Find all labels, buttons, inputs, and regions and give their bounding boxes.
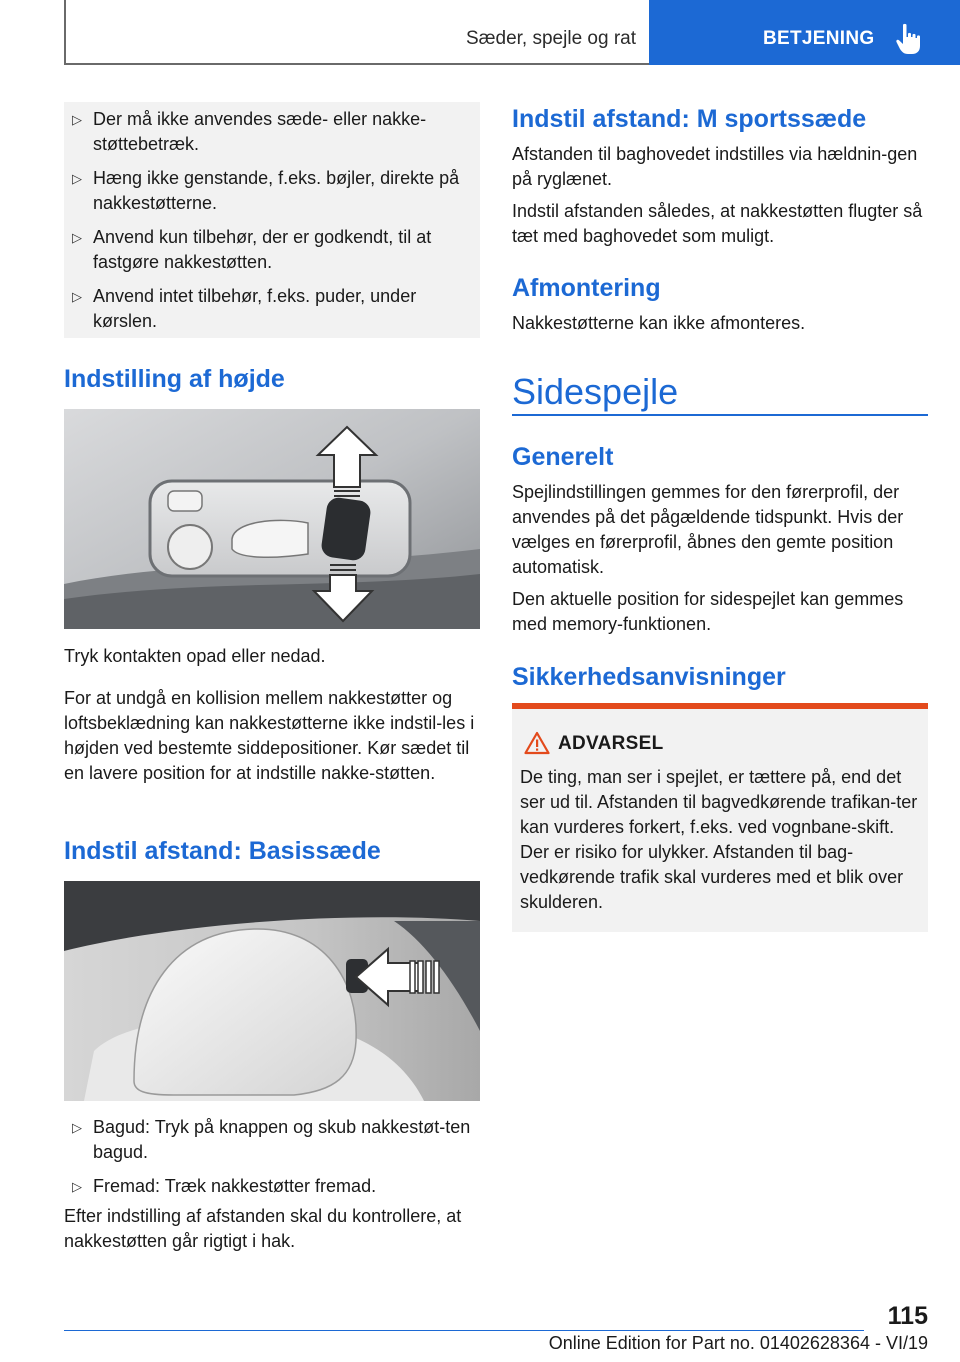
header-left-rule [64, 0, 66, 64]
warning-label: ADVARSEL [558, 733, 664, 754]
triangle-bullet-icon: ▷ [72, 171, 82, 186]
list-item: ▷ Bagud: Tryk på knappen og skub nakkestøt-ten bagud. [72, 1117, 471, 1162]
chapter-title-rule [512, 414, 928, 416]
page-number: 115 [887, 1302, 928, 1330]
chapter-title-side-mirrors: Sidespejle [512, 371, 679, 412]
warning-triangle-icon [524, 731, 550, 755]
list-item: ▷ Anvend intet tilbehør, f.eks. puder, under kørslen. [72, 286, 417, 331]
triangle-bullet-icon: ▷ [72, 1179, 82, 1194]
paragraph: Indstil afstanden således, at nakkestøtten flugter så tæt med baghovedet som muligt. [512, 201, 923, 246]
chapter-tab-label: BETJENING [763, 28, 875, 49]
header-chapter-tab[interactable] [649, 0, 960, 65]
section-title-removal: Afmontering [512, 274, 661, 302]
paragraph: Nakkestøtterne kan ikke afmonteres. [512, 313, 806, 333]
triangle-bullet-icon: ▷ [72, 230, 82, 245]
headrest-drawing [64, 881, 480, 1101]
list-item: ▷ Fremad: Træk nakkestøtter fremad. [64, 1174, 480, 1199]
list-item: ▷ Hæng ikke genstande, f.eks. bøjler, direkte på nakkestøtterne. [72, 168, 460, 213]
triangle-bullet-icon: ▷ [72, 289, 82, 304]
warning-text: De ting, man ser i spejlet, er tættere på, end det ser ud til. Afstanden til bagvedkørende trafikan-ter kan vurderes forkert, f.eks. ved vognbane-skift. Der er risiko for ulykker. Afstanden til bag-vedkørende trafik skal vurderes med et blik over skulderen. [520, 767, 918, 912]
list-item: ▷ Der må ikke anvendes sæde- eller nakke-støttebetræk. [72, 109, 427, 154]
pointing-hand-icon [895, 22, 923, 56]
paragraph: For at undgå en kollision mellem nakkestøtter og loftsbeklædning kan nakkestøtterne ikke indstil-les i højden ved bestemte siddepositioner. Kør sædet til en lavere position for at indstille nakke-støtten. [64, 688, 475, 783]
section-title-m-sport-seat: Indstil afstand: M sportssæde [512, 105, 867, 133]
seat-switch-drawing [64, 409, 480, 629]
safety-notes-box [64, 102, 480, 338]
header-bottom-rule [64, 63, 649, 65]
footer-edition: Online Edition for Part no. 01402628364 - VI/19 [548, 1333, 928, 1353]
section-title-basic-seat: Indstil afstand: Basissæde [64, 837, 381, 865]
triangle-bullet-icon: ▷ [72, 112, 82, 127]
headrest-illustration [64, 881, 480, 1101]
list-item: ▷ Anvend kun tilbehør, der er godkendt, til at fastgøre nakkestøtten. [72, 227, 432, 272]
seat-switch-illustration [64, 409, 480, 629]
section-title-general: Generelt [512, 443, 614, 471]
paragraph: Spejlindstillingen gemmes for den førerprofil, der anvendes på det pågældende tidspunkt. Hvis der vælges en førerprofil, åbnes den gemte position automatisk. [512, 482, 904, 577]
footer-rule [64, 1330, 864, 1331]
warning-box [512, 703, 928, 932]
triangle-bullet-icon: ▷ [72, 1120, 82, 1135]
paragraph: Efter indstilling af afstanden skal du kontrollere, at nakkestøtten går rigtigt i hak. [64, 1206, 462, 1251]
section-title-height: Indstilling af højde [64, 365, 285, 393]
paragraph: Afstanden til baghovedet indstilles via hældnin-gen på ryglænet. [512, 144, 918, 189]
paragraph: Den aktuelle position for sidespejlet kan gemmes med memory-funktionen. [512, 589, 904, 634]
section-title-safety: Sikkerhedsanvisninger [512, 663, 786, 691]
header-section-title: Sæder, spejle og rat [465, 28, 636, 49]
paragraph: Tryk kontakten opad eller nedad. [64, 646, 326, 666]
